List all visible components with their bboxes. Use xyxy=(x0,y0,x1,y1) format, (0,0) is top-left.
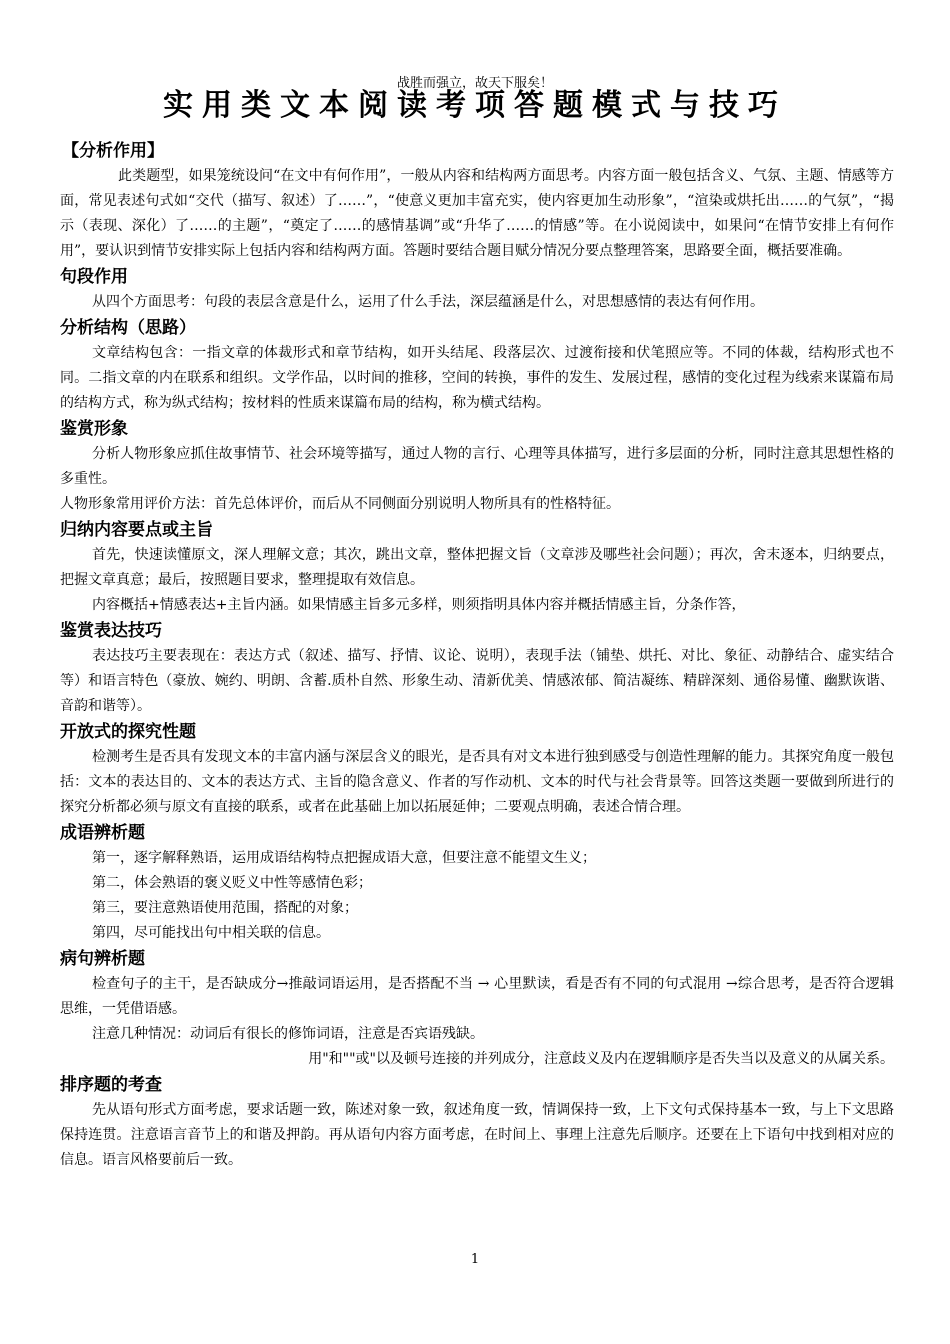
paragraph: 文章结构包含：一指文章的体裁形式和章节结构，如开头结尾、段落层次、过渡衔接和伏笔照应等。不同的体裁，结构形式也不同。二指文章的内在联系和组织。文学作品，以时间的推移，空间的转换，事件的发生、发展过程，感情的变化过程为线索来谋篇布局的结构方式，称为纵式结构；按材料的性质来谋篇布局的结构，称为横式结构。 xyxy=(60,345,894,411)
section-heading: 鉴赏形象 xyxy=(60,419,128,439)
section-heading: 成语辨析题 xyxy=(60,823,145,843)
section-heading: 分析结构（思路） xyxy=(60,318,196,338)
section-heading: 排序题的考查 xyxy=(60,1075,162,1095)
paragraph: 首先，快速读懂原文，深人理解文意；其次，跳出文章，整体把握文旨（文章涉及哪些社会问题）；再次，舍末逐本，归纳要点，把握文章真意；最后，按照题目要求，整理提取有效信息。 xyxy=(60,547,894,588)
section-image xyxy=(60,416,894,517)
section-order xyxy=(60,1072,894,1173)
section-summary xyxy=(60,517,894,618)
paragraph: 内容概括+情感表达+主旨内涵。如果情感主旨多元多样，则须指明具体内容并概括情感主旨，分条作答， xyxy=(92,597,746,613)
document-body xyxy=(60,138,894,1173)
paragraph: 用"和""或"以及顿号连接的并列成分，注意歧义及内在逻辑顺序是否失当以及意义的从属关系。 xyxy=(308,1051,894,1067)
section-open xyxy=(60,719,894,820)
list-item: 第三，要注意熟语使用范围，搭配的对象； xyxy=(92,900,358,916)
section-idiom xyxy=(60,820,894,946)
section-heading: 鉴赏表达技巧 xyxy=(60,621,162,641)
paragraph: 表达技巧主要表现在：表达方式（叙述、描写、抒情、议论、说明），表现手法（铺垫、烘托、对比、象征、动静结合、虚实结合等）和语言特色（豪放、婉约、明朗、含蓄.质朴自然、形象生动、清新优美、情感浓郁、简洁凝练、精辟深刻、通俗易懂、幽默诙谐、音韵和谐等）。 xyxy=(60,648,894,714)
section-analysis xyxy=(60,138,894,264)
section-heading: 句段作用 xyxy=(60,267,128,287)
section-heading: 病句辨析题 xyxy=(60,949,145,969)
section-heading: 开放式的探究性题 xyxy=(60,722,196,742)
paragraph: 检查句子的主干，是否缺成分→推敲词语运用，是否搭配不当 → 心里默读，看是否有不同的句式混用 →综合思考，是否符合逻辑思维，一凭借语感。 xyxy=(60,976,894,1017)
section-structure xyxy=(60,315,894,416)
list-item: 第二，体会熟语的褒义贬义中性等感情色彩； xyxy=(92,875,372,891)
paragraph: 人物形象常用评价方法：首先总体评价，而后从不同侧面分别说明人物所具有的性格特征。 xyxy=(60,496,620,512)
section-heading: 归纳内容要点或主旨 xyxy=(60,520,213,540)
paragraph: 注意几种情况：动词后有很长的修饰词语，注意是否宾语残缺。 xyxy=(92,1026,484,1042)
page-number: 1 xyxy=(470,1252,480,1267)
paragraph: 分析人物形象应抓住故事情节、社会环境等描写，通过人物的言行、心理等具体描写，进行多层面的分析，同时注意其思想性格的多重性。 xyxy=(60,446,894,487)
paragraph: 从四个方面思考：句段的表层含意是什么，运用了什么手法，深层蕴涵是什么，对思想感情的表达有何作用。 xyxy=(92,294,764,310)
section-technique xyxy=(60,618,894,719)
list-item: 第一，逐字解释熟语，运用成语结构特点把握成语大意，但要注意不能望文生义； xyxy=(92,850,596,866)
document-title: 实用类文本阅读考项答题模式与技巧 xyxy=(163,88,787,123)
paragraph: 此类题型，如果笼统设问“在文中有何作用”，一般从内容和结构两方面思考。内容方面一般包括含义、气氛、主题、情感等方面，常见表述句式如“交代（描写、叙述）了……”，“使意义更加丰富充实，使内容更加生动形象”，“渲染或烘托出……的气氛”，“揭示（表现、深化）了……的主题”，“奠定了……的感情基调”或“升华了……的情感”等。在小说阅读中，如果问“在情节安排上有何作用”，要认识到情节安排实际上包括内容和结构两方面。答题时要结合题目赋分情况分要点整理答案，思路要全面，概括要准确。 xyxy=(60,168,894,259)
paragraph: 检测考生是否具有发现文本的丰富内涵与深层含义的眼光，是否具有对文本进行独到感受与创造性理解的能力。其探究角度一般包括：文本的表达目的、文本的表达方式、主旨的隐含意义、作者的写作动机、文本的时代与社会背景等。回答这类题一要做到所进行的探究分析都必须与原文有直接的联系，或者在此基础上加以拓展延伸；二要观点明确，表述合情合理。 xyxy=(60,749,894,815)
section-sentence xyxy=(60,264,894,315)
paragraph: 先从语句形式方面考虑，要求话题一致，陈述对象一致，叙述角度一致，情调保持一致，上下文句式保持基本一致，与上下文思路保持连贯。注意语言音节上的和谐及押韵。再从语句内容方面考虑，在时间上、事理上注意先后顺序。还要在上下语句中找到相对应的信息。语言风格要前后一致。 xyxy=(60,1102,894,1168)
section-faulty xyxy=(60,946,894,1072)
section-heading: 【分析作用】 xyxy=(62,141,164,161)
list-item: 第四，尽可能找出句中相关联的信息。 xyxy=(92,925,330,941)
watermark-slogan: 战胜而强立，故天下服矣！ xyxy=(396,76,553,91)
